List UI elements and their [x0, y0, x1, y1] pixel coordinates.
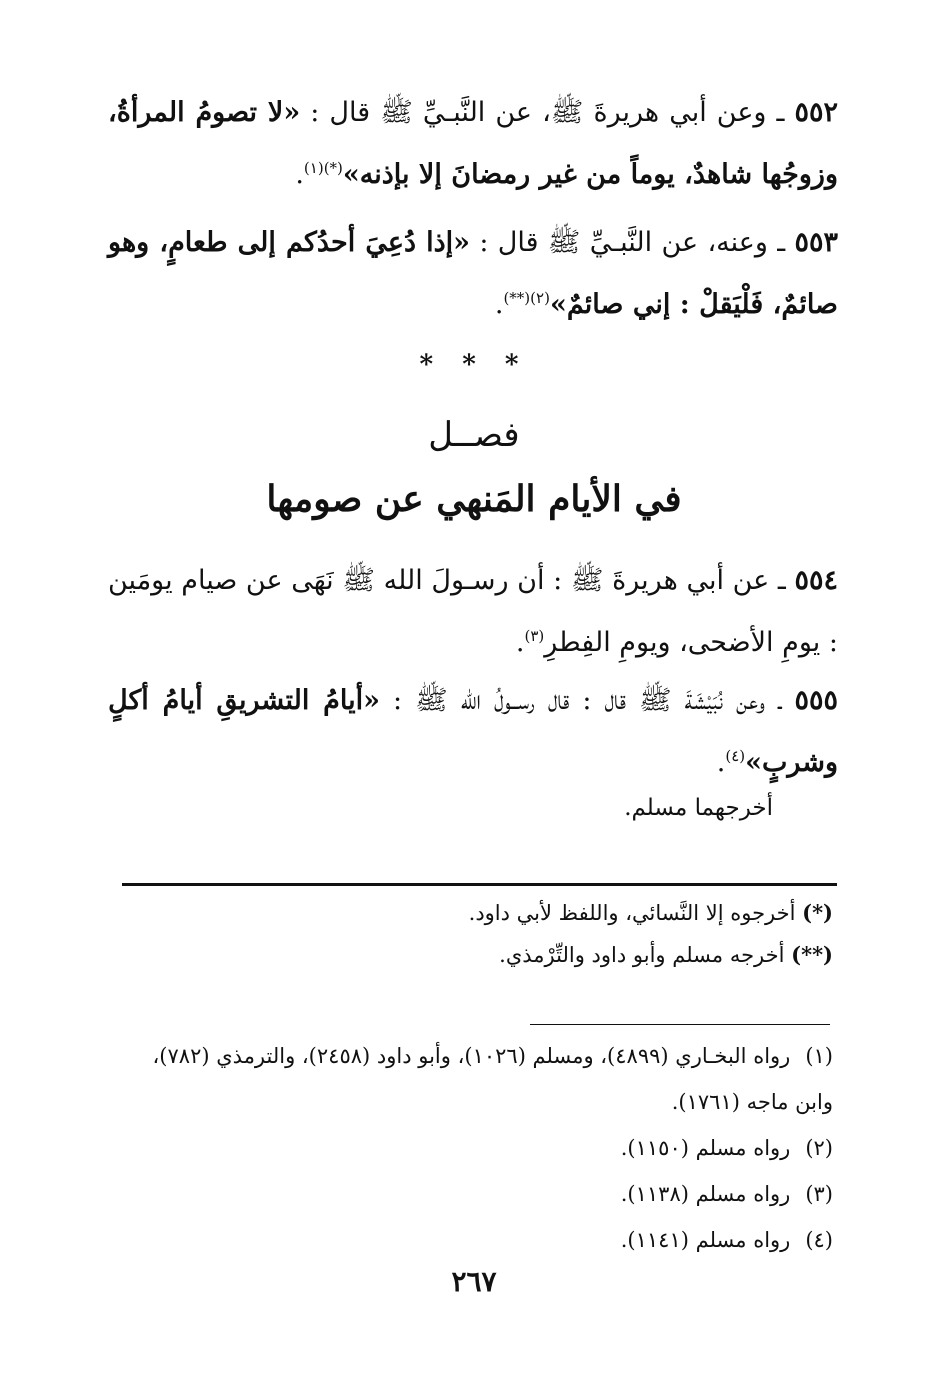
hadith-552: [108, 82, 838, 206]
hadith-number: ٥٥٥: [794, 685, 839, 716]
hadith-555: [108, 670, 838, 794]
section-title: في الأيام المَنهي عن صومها: [266, 478, 682, 520]
hadith-quote: «أيامُ التشريقِ أيامُ أكلٍ وشربٍ»: [108, 685, 838, 778]
footnote-ref: (٣): [524, 627, 545, 645]
main-divider: [122, 883, 837, 886]
hadith-lead: ـ وعن نُبَيْشَةَ ﷺ قال : قال رســولُ الله ﷺ :: [380, 685, 782, 716]
footnote-number: (٤): [805, 1228, 833, 1252]
hadith-number: ٥٥٢: [794, 97, 839, 128]
section-separator: * * *: [419, 350, 529, 380]
star-note: [499, 942, 833, 967]
hadith-lead: ـ وعن أبي هريرةَ ﷺ، عن النَّبـيِّ ﷺ قال :: [300, 97, 785, 128]
hadith-554: [108, 550, 838, 674]
hadith-number: ٥٥٤: [794, 565, 838, 596]
hadith-text: ـ عن أبي هريرةَ ﷺ : أن رسـولَ الله ﷺ نَهَى عن صيام يومَين : يومِ الأضحى، ويومِ الفِطرِ: [108, 565, 838, 658]
section-label: فصــل: [428, 415, 520, 455]
hadith-tail: .: [295, 159, 304, 190]
hadith-quote: «إذا دُعِيَ أحدُكم إلى طعامٍ، وهو صائمٌ، فَلْيَقلْ : إني صائمٌ»: [108, 227, 838, 320]
hadith-tail: .: [515, 627, 525, 658]
footnote-ref: (*)(١): [303, 159, 343, 177]
hadith-quote: «لا تصومُ المرأةُ، وزوجُها شاهدٌ، يوماً من غير رمضانَ إلا بإذنه»: [108, 97, 838, 190]
page-number: ٢٦٧: [451, 1265, 497, 1298]
footnote-text: رواه مسلم (١١٥٠).: [620, 1136, 791, 1160]
source-note: أخرجهما مسلم.: [624, 795, 773, 821]
footnote-text: رواه البخـاري (٤٨٩٩)، ومسلم (١٠٢٦)، وأبو داود (٢٤٥٨)، والترمذي (٧٨٢)، وابن ماجه (١٧٦١).: [152, 1044, 833, 1114]
footnote-number: (٢): [805, 1136, 833, 1160]
star-note: [469, 900, 833, 925]
star-note-mark: (*): [802, 900, 833, 925]
footnote-text: رواه مسلم (١١٣٨).: [620, 1182, 791, 1206]
hadith-tail: .: [494, 289, 504, 320]
footnote-number: (١): [805, 1044, 833, 1068]
star-note-mark: (**): [791, 942, 833, 967]
star-note-text: أخرجه مسلم وأبو داود والتِّرْمذي.: [499, 943, 785, 967]
star-note-text: أخرجوه إلا النَّسائي، واللفظ لأبي داود.: [468, 901, 796, 925]
hadith-tail: .: [716, 747, 726, 778]
footnote-ref: (٤): [725, 747, 746, 765]
hadith-553: [108, 212, 838, 336]
footnote-number: (٣): [805, 1182, 833, 1206]
footnote-divider: [530, 1024, 830, 1025]
footnote-ref: (٢)(**): [503, 289, 550, 307]
footnote: [118, 1217, 833, 1263]
footnote-text: رواه مسلم (١١٤١).: [620, 1228, 791, 1252]
footnote: [118, 1125, 833, 1171]
hadith-lead: ـ وعنه، عن النَّبـيِّ ﷺ قال :: [470, 227, 786, 258]
hadith-number: ٥٥٣: [794, 227, 838, 258]
footnote: [118, 1171, 833, 1217]
footnote: [118, 1033, 833, 1125]
